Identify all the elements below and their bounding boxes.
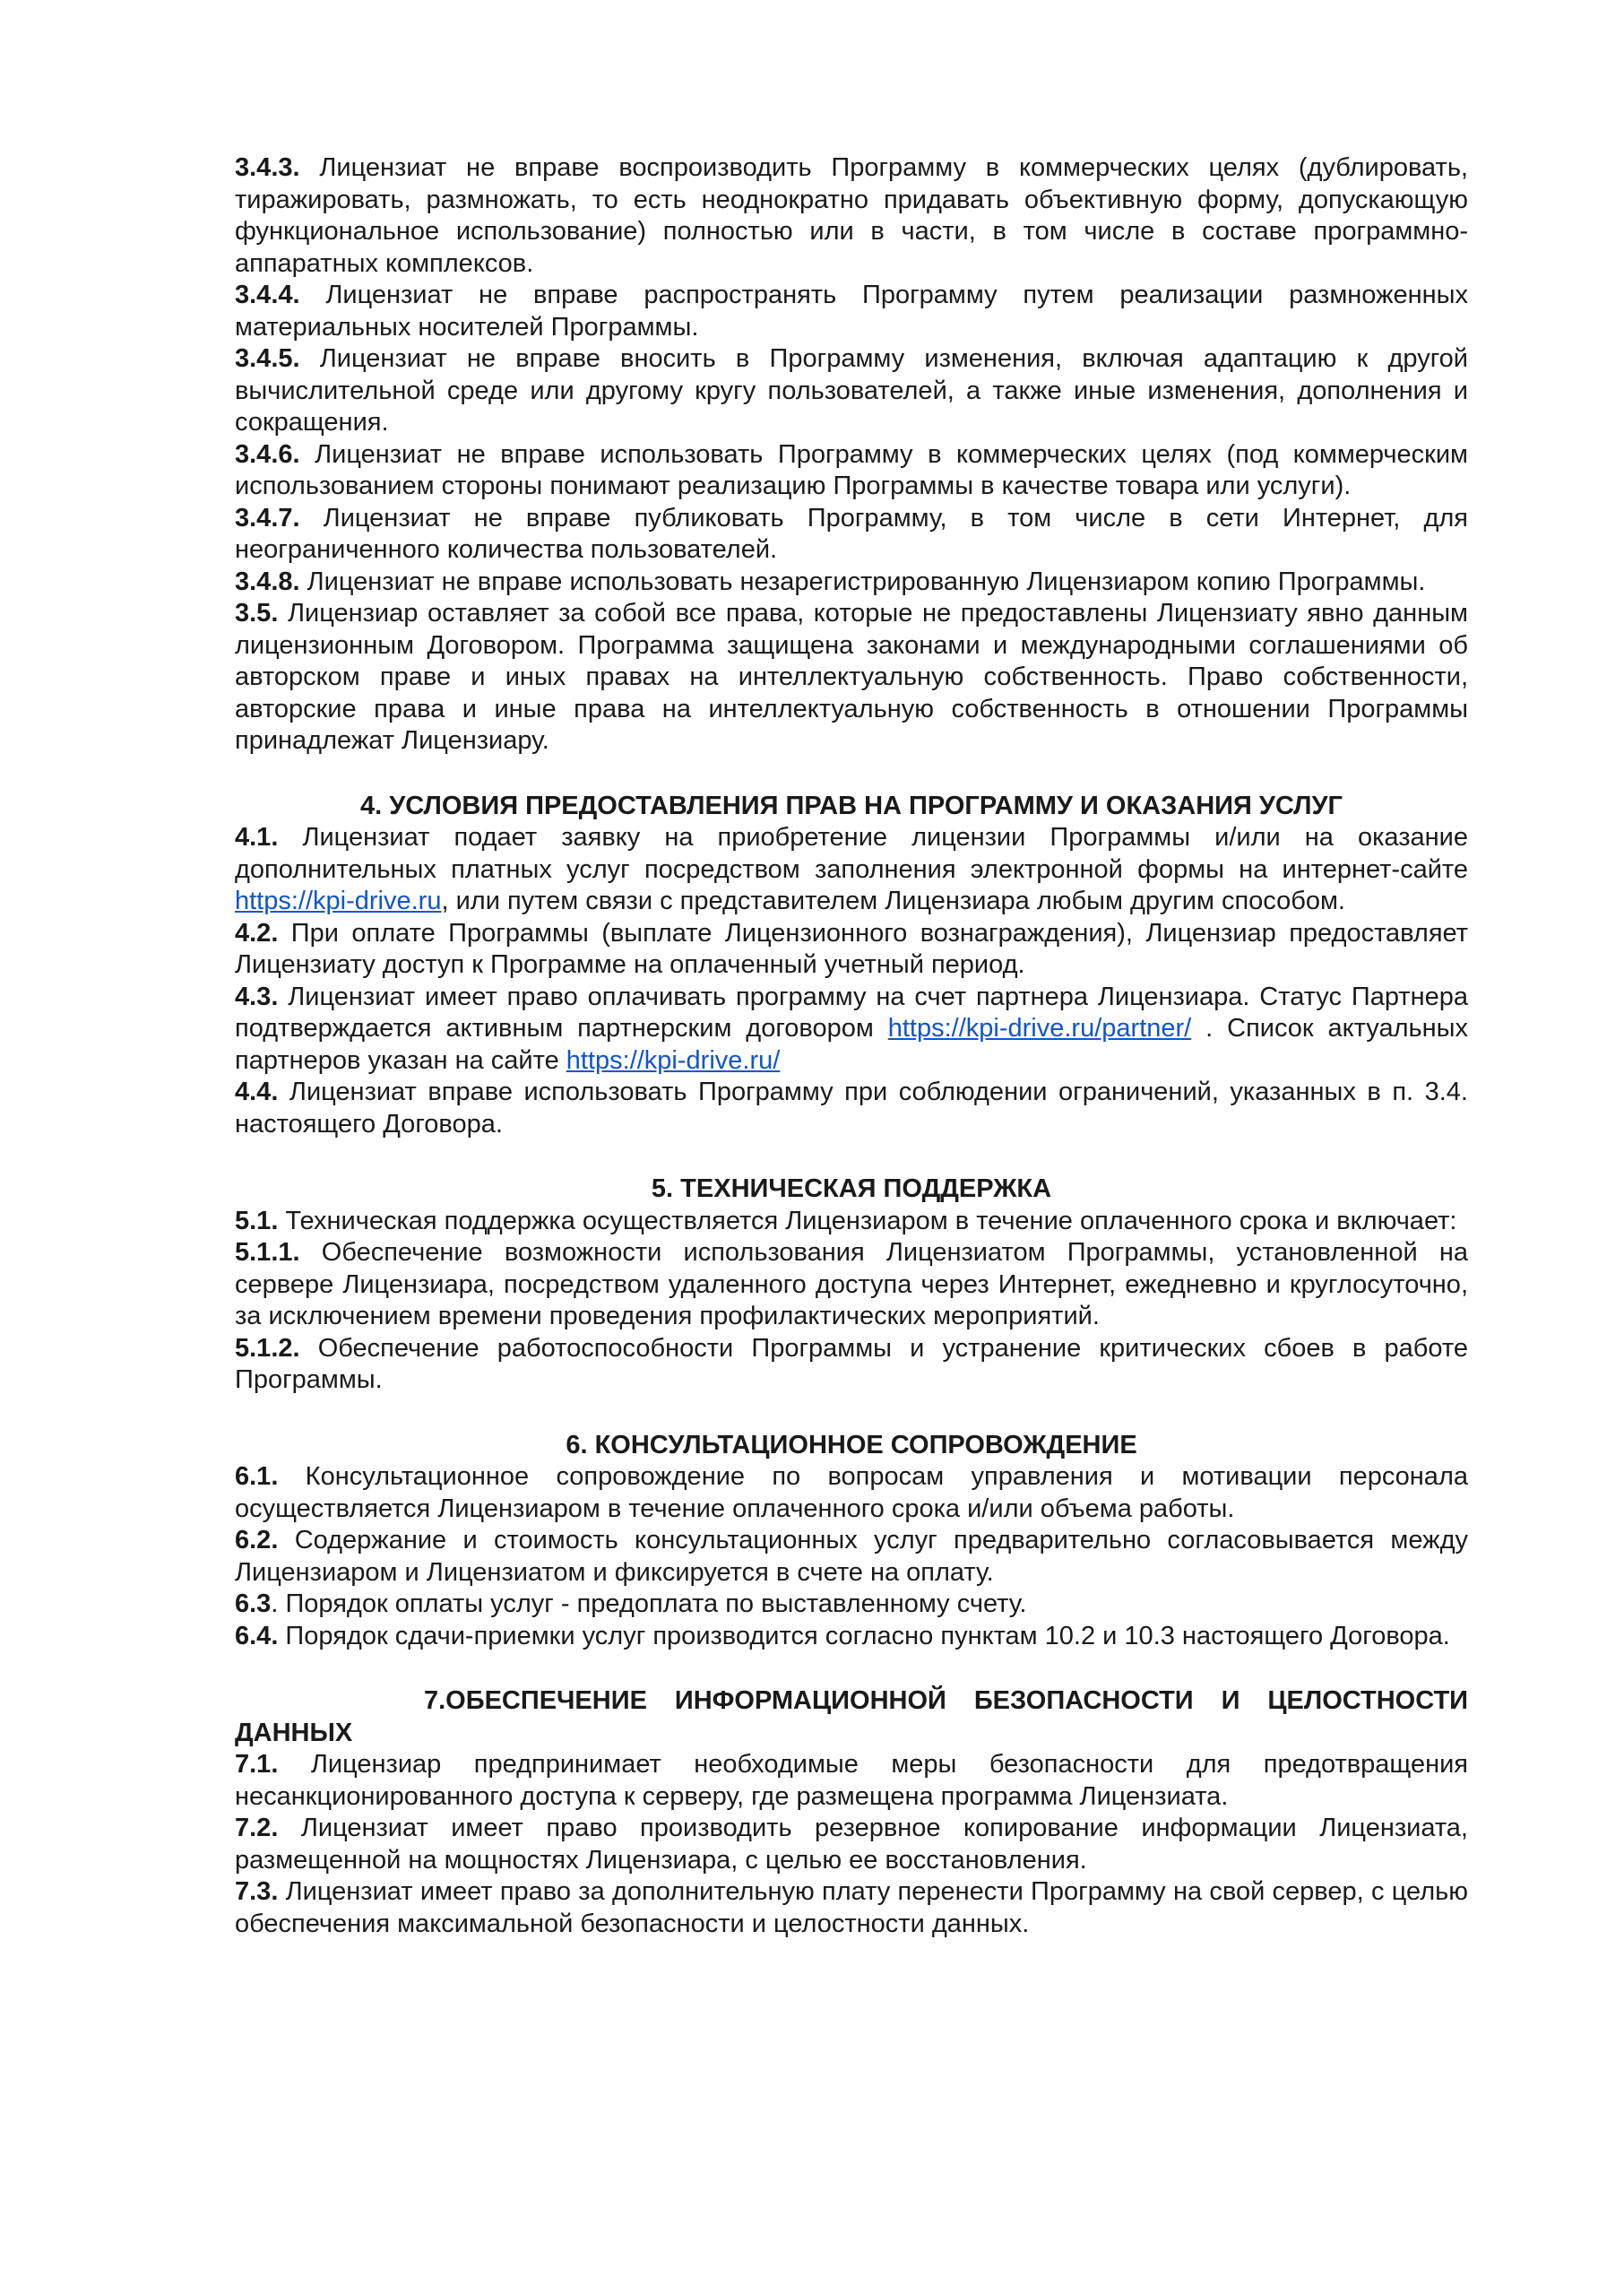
clause-number: 6.2. xyxy=(235,1526,279,1555)
clause-4-1 xyxy=(235,822,1468,918)
clause-4-3 xyxy=(235,982,1468,1078)
clause-6-3 xyxy=(235,1589,1468,1621)
site-link[interactable]: https://kpi-drive.ru/ xyxy=(566,1045,781,1075)
document-page xyxy=(235,152,1468,1940)
clause-text: Лицензиат не вправе воспроизводить Программу в коммерческих целях (дублировать, тиражировать, размножать, то есть неоднократно придавать объективную форму, допускающую функциональное использование) полностью или в части, в том числе в составе программно-аппаратных комплексов. xyxy=(235,153,1468,278)
clause-text: Лицензиар оставляет за собой все права, которые не предоставлены Лицензиату явно данным лицензионным Договором. Программа защищена законами и международными соглашениями об авторском праве и иных правах на интеллектуальную собственность. Право собственности, авторские права и иные права на интеллектуальную собственность в отношении Программы принадлежат Лицензиару. xyxy=(235,599,1468,755)
clause-text: Лицензиат имеет право производить резервное копирование информации Лицензиата, размещенной на мощностях Лицензиара, с целью ее восстановления. xyxy=(235,1814,1468,1875)
clause-number: 3.4.5. xyxy=(235,344,300,373)
clause-text: Лицензиат не вправе распространять Программу путем реализации размноженных материальных носителей Программы. xyxy=(235,281,1468,342)
clause-number: 4.4. xyxy=(235,1078,279,1106)
clause-6-2 xyxy=(235,1525,1468,1589)
section-7-heading: 7.ОБЕСПЕЧЕНИЕ ИНФОРМАЦИОННОЙ БЕЗОПАСНОСТИ И ЦЕЛОСТНОСТИ ДАННЫХ xyxy=(235,1686,1468,1747)
clause-number: 3.5. xyxy=(235,599,279,628)
clause-5-1-1 xyxy=(235,1237,1468,1333)
section-gap xyxy=(235,1140,1468,1173)
clause-6-4 xyxy=(235,1621,1468,1653)
clause-text: Лицензиат не вправе публиковать Программу, в том числе в сети Интернет, для неограниченного количества пользователей. xyxy=(235,503,1468,564)
clause-text: Лицензиат не вправе использовать незарегистрированную Лицензиаром копию Программы. xyxy=(299,567,1426,596)
clause-number: 3.4.8. xyxy=(235,567,300,596)
clause-number: 7.2. xyxy=(235,1814,279,1842)
clause-number: 7.3. xyxy=(235,1877,279,1906)
clause-number: 3.4.3. xyxy=(235,153,300,182)
clause-4-2 xyxy=(235,918,1468,982)
clause-number: 6.3 xyxy=(235,1589,272,1618)
clause-number: 4.2. xyxy=(235,918,279,948)
clause-number: 3.4.4. xyxy=(235,281,300,309)
section-5-heading: 5. ТЕХНИЧЕСКАЯ ПОДДЕРЖКА xyxy=(651,1174,1052,1203)
clause-number: 3.4.7. xyxy=(235,503,300,533)
clause-6-1 xyxy=(235,1461,1468,1525)
clause-3-4-7 xyxy=(235,503,1468,567)
clause-4-4 xyxy=(235,1077,1468,1140)
clause-text: Лицензиат не вправе вносить в Программу изменения, включая адаптацию к другой вычислительной среде или другому кругу пользователей, а также иные изменения, дополнения и сокращения. xyxy=(235,344,1468,437)
clause-text: Порядок сдачи-приемки услуг производится согласно пунктам 10.2 и 10.3 настоящего Договора. xyxy=(278,1621,1450,1650)
clause-text: Обеспечение работоспособности Программы и устранение критических сбоев в работе Программы. xyxy=(235,1333,1468,1394)
clause-3-4-6 xyxy=(235,439,1468,503)
clause-3-4-4 xyxy=(235,280,1468,343)
clause-number: 5.1.1. xyxy=(235,1238,300,1267)
clause-number: 7.1. xyxy=(235,1750,279,1779)
clause-7-1 xyxy=(235,1749,1468,1813)
section-gap xyxy=(235,758,1468,791)
clause-text: Лицензиат имеет право за дополнительную плату перенести Программу на свой сервер, с целью обеспечения максимальной безопасности и целостности данных. xyxy=(235,1877,1468,1938)
clause-number: 4.3. xyxy=(235,982,279,1011)
section-gap xyxy=(235,1652,1468,1685)
clause-3-4-3 xyxy=(235,152,1468,280)
clause-text: Лицензиат не вправе использовать Программу в коммерческих целях (под коммерческим использованием стороны понимают реализацию Программы в качестве товара или услуги). xyxy=(235,439,1468,500)
clause-number: 6.4. xyxy=(235,1621,279,1650)
clause-3-4-5 xyxy=(235,343,1468,439)
clause-text: Лицензиат подает заявку на приобретение лицензии Программы и/или на оказание дополнительных платных услуг посредством заполнения электронной формы на интернет-сайте xyxy=(235,823,1468,884)
clause-text: , или путем связи с представителем Лицензиара любым другим способом. xyxy=(441,887,1345,915)
section-4-heading: 4. УСЛОВИЯ ПРЕДОСТАВЛЕНИЯ ПРАВ НА ПРОГРАММУ И ОКАЗАНИЯ УСЛУГ xyxy=(360,791,1343,820)
clause-text: . Список актуальных партнеров указан на сайте xyxy=(235,1014,1468,1075)
clause-text: Лицензиар предпринимает необходимые меры безопасности для предотвращения несанкционированного доступа к серверу, где размещена программа Лицензиата. xyxy=(235,1750,1468,1811)
section-gap xyxy=(235,1397,1468,1430)
partner-link[interactable]: https://kpi-drive.ru/partner/ xyxy=(887,1014,1192,1043)
clause-text: Содержание и стоимость консультационных услуг предварительно согласовывается между Лицензиаром и Лицензиатом и фиксируется в счете на оплату. xyxy=(235,1526,1468,1587)
clause-number: 4.1. xyxy=(235,823,279,852)
clause-text: При оплате Программы (выплате Лицензионного вознаграждения), Лицензиар предоставляет Лицензиату доступ к Программе на оплаченный учетный период. xyxy=(235,918,1468,979)
section-6-heading: 6. КОНСУЛЬТАЦИОННОЕ СОПРОВОЖДЕНИЕ xyxy=(566,1430,1137,1459)
site-link[interactable]: https://kpi-drive.ru xyxy=(235,887,442,915)
clause-7-3 xyxy=(235,1876,1468,1940)
clause-5-1 xyxy=(235,1206,1468,1238)
clause-text: Консультационное сопровождение по вопросам управления и мотивации персонала осуществляется Лицензиаром в течение оплаченного срока и/или объема работы. xyxy=(235,1462,1468,1523)
clause-text: . Порядок оплаты услуг - предоплата по выставленному счету. xyxy=(271,1589,1027,1618)
clause-text: Лицензиат имеет право оплачивать программу на счет партнера Лицензиара. Статус Партнера подтверждается активным партнерским договором xyxy=(235,982,1468,1043)
clause-7-2 xyxy=(235,1813,1468,1876)
clause-text: Лицензиат вправе использовать Программу при соблюдении ограничений, указанных в п. 3.4. настоящего Договора. xyxy=(235,1078,1468,1139)
clause-5-1-2 xyxy=(235,1333,1468,1397)
clause-number: 5.1. xyxy=(235,1206,279,1235)
clause-3-5 xyxy=(235,598,1468,758)
clause-number: 6.1. xyxy=(235,1462,279,1491)
clause-text: Техническая поддержка осуществляется Лицензиаром в течение оплаченного срока и включает: xyxy=(278,1206,1457,1235)
clause-number: 3.4.6. xyxy=(235,439,300,469)
clause-number: 5.1.2. xyxy=(235,1333,300,1363)
clause-3-4-8 xyxy=(235,567,1468,599)
clause-text: Обеспечение возможности использования Лицензиатом Программы, установленной на сервере Лицензиара, посредством удаленного доступа через Интернет, ежедневно и круглосуточно, за исключением времени проведения профилактических мероприятий. xyxy=(235,1238,1468,1330)
